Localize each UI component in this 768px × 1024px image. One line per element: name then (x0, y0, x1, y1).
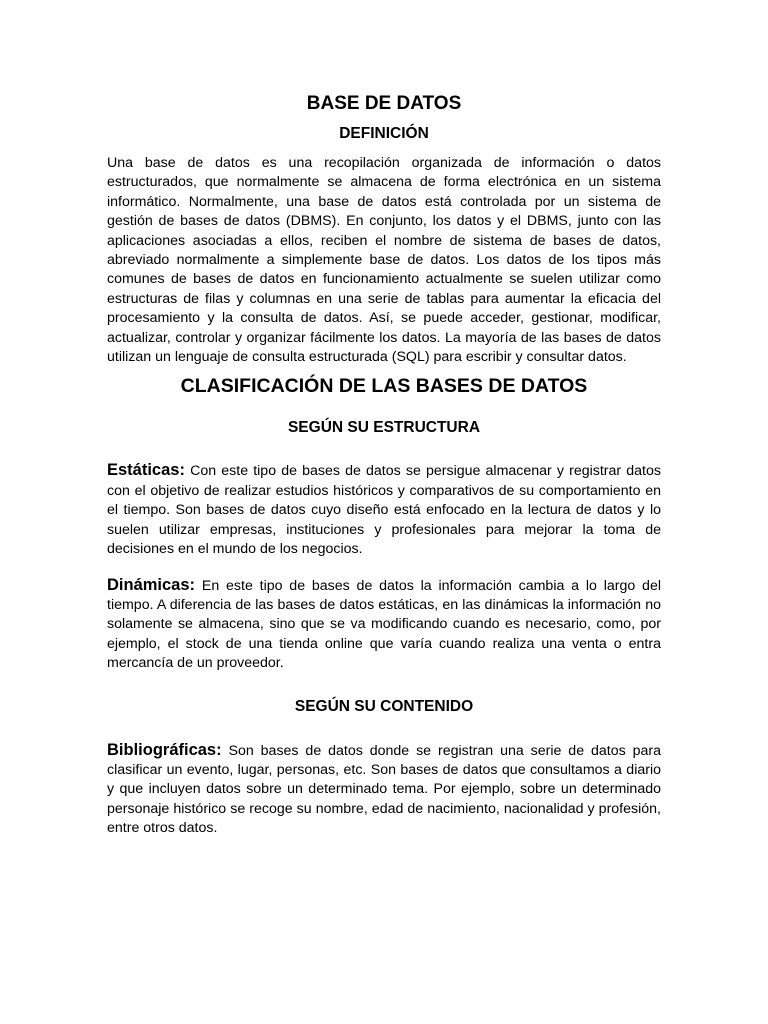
bibliographic-db-paragraph (107, 741, 661, 839)
structure-subheading: SEGÚN SU ESTRUCTURA (287, 419, 481, 437)
document-title: BASE DE DATOS (306, 93, 462, 114)
bibliographic-db-term: Bibliográficas: (107, 740, 222, 759)
definition-paragraph: Una base de datos es una recopilación organizada de información o datos estructurados, que normalmente se almacena de forma electrónica en un sistema informático. Normalmente, una base de datos está controlada por un sistema de gestión de bases de datos (DBMS). En conjunto, los datos y el DBMS, junto con las aplicaciones asociadas a ellos, reciben el nombre de sistema de bases de datos, abreviado normalmente a simplemente base de datos. Los datos de los tipos más comunes de bases de datos en funcionamiento actualmente se suelen utilizar como estructuras de filas y columnas en una serie de tablas para aumentar la eficacia del procesamiento y la consulta de datos. Así, se puede acceder, gestionar, modificar, actualizar, controlar y organizar fácilmente los datos. La mayoría de las bases de datos utilizan un lenguaje de consulta estructurada (SQL) para escribir y consultar datos. (107, 155, 661, 366)
static-db-term: Estáticas: (107, 461, 185, 480)
content-subheading: SEGÚN SU CONTENIDO (294, 697, 474, 715)
bibliographic-db-text: Son bases de datos donde se registran una serie de datos para clasificar un evento, lugar, personas, etc. Son bases de datos que consultamos a diario y que incluyen datos sobre un determinado tema. Por ejemplo, sobre un determinado personaje histórico se recoge su nombre, edad de nacimiento, nacionalidad y profesión, entre otros datos. (107, 742, 661, 837)
static-db-paragraph (107, 461, 661, 559)
dynamic-db-term: Dinámicas: (107, 575, 196, 594)
dynamic-db-text: En este tipo de bases de datos la información cambia a lo largo del tiempo. A diferencia de las bases de datos estáticas, en las dinámicas la información no solamente se almacena, sino que se va modificando cuando es necesario, como, por ejemplo, el stock de una tienda online que varía cuando realiza una venta o entra mercancía de un proveedor. (107, 577, 661, 672)
definition-heading: DEFINICIÓN (339, 125, 429, 142)
static-db-text: Con este tipo de bases de datos se persigue almacenar y registrar datos con el objetivo de realizar estudios históricos y comparativos de su comportamiento en el tiempo. Son bases de datos cuyo diseño está enfocado en la lectura de datos y lo suelen utilizar empresas, instituciones y profesionales para mejorar la toma de decisiones en el mundo de los negocios. (107, 463, 661, 558)
document-page (107, 92, 661, 839)
classification-heading: CLASIFICACIÓN DE LAS BASES DE DATOS (180, 375, 588, 398)
dynamic-db-paragraph (107, 576, 661, 674)
